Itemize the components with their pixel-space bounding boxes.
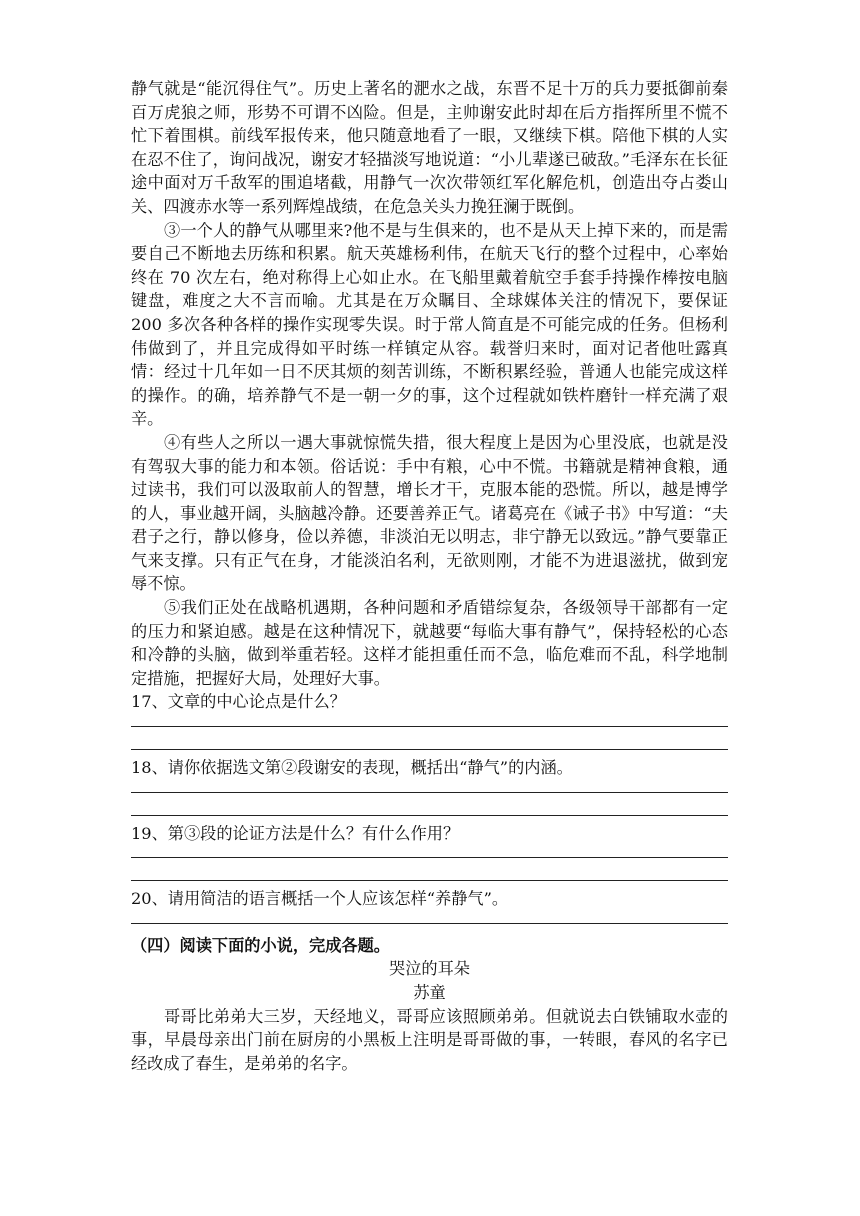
story-title: 哭泣的耳朵 <box>389 959 470 979</box>
paragraph-2-continued: 静气就是“能沉得住气”。历史上著名的淝水之战，东晋不足十万的兵力要抵御前秦百万虎狼之师，形势不可谓不凶险。但是，主帅谢安此时却在后方指挥所里不慌不忙下着围棋。前线军报传来，他只随意地看了一眼，又继续下棋。陪他下棋的人实在忍不住了，询问战况，谢安才轻描淡写地说道：“小儿辈遂已破敌。”毛泽东在长征途中面对万千敌军的围追堵截，用静气一次次带领红军化解危机，创造出夺占娄山关、四渡赤水等一系列辉煌战绩，在危急关头力挽狂澜于既倒。 <box>131 79 728 216</box>
paragraph-5: ⑤我们正处在战略机遇期，各种问题和矛盾错综复杂，各级领导干部都有一定的压力和紧迫感。越是在这种情况下，就越要“每临大事有静气”，保持轻松的心态和冷静的头脑，做到举重若轻。这样才能担重任而不急，临危难而不乱，科学地制定措施，把握好大局，处理好大事。 <box>131 598 728 688</box>
paragraph-3: ③一个人的静气从哪里来?他不是与生俱来的，也不是从天上掉下来的，而是需要自己不断地去历练和积累。航天英雄杨利伟，在航天飞行的整个过程中，心率始终在 70 次左右，绝对称得上心如止水。在飞船里戴着航空手套手持操作棒按电脑键盘，难度之大不言而喻。尤其是在万众瞩目、全球媒体关注的情况下，要保证 200 多次各种各样的操作实现零失误。时于常人简直是不可能完成的任务。但杨利伟做到了，并且完成得如平时练一样镇定从容。载誉归来时，面对记者他吐露真情：经过十几年如一日不厌其烦的刻苦训练，不断积累经验，普通人也能完成这样的操作。的确，培养静气不是一朝一夕的事，这个过程就如铁杵磨针一样充满了艰辛。 <box>131 220 728 429</box>
answer-line[interactable] <box>131 911 728 924</box>
answer-line[interactable] <box>131 714 728 727</box>
question-17: 17、文章的中心论点是什么？ <box>131 692 346 712</box>
answer-line[interactable] <box>131 845 728 858</box>
answer-line[interactable] <box>131 780 728 793</box>
story-author: 苏童 <box>413 983 446 1002</box>
story-paragraph-1: 哥哥比弟弟大三岁，天经地义，哥哥应该照顾弟弟。但就说去白铁铺取水壶的事，早晨母亲出门前在厨房的小黑板上注明是哥哥做的事，一转眼，春风的名字已经改成了春生，是弟弟的名字。 <box>131 1006 728 1073</box>
question-18: 18、请你依据选文第②段谢安的表现，概括出“静气”的内涵。 <box>131 758 573 778</box>
paragraph-4: ④有些人之所以一遇大事就惊慌失措，很大程度上是因为心里没底，也就是没有驾驭大事的能力和本领。俗话说：手中有粮，心中不慌。书籍就是精神食粮，通过读书，我们可以汲取前人的智慧，增长才干，克服本能的恐慌。所以，越是博学的人，事业越开阔，头脑越冷静。还要善养正气。诸葛亮在《诫子书》中写道：“夫君子之行，静以修身，俭以养德，非淡泊无以明志，非宁静无以致远。”静气要靠正气来支撑。只有正气在身，才能淡泊名利，无欲则刚，才能不为进退滋扰，做到宠辱不惊。 <box>131 432 728 594</box>
document-page <box>131 77 728 1075</box>
question-19: 19、第③段的论证方法是什么？有什么作用？ <box>131 823 460 843</box>
answer-line[interactable] <box>131 858 728 881</box>
section-heading: （四）阅读下面的小说，完成各题。 <box>131 935 390 955</box>
question-20: 20、请用简洁的语言概括一个人应该怎样“养静气”。 <box>131 889 509 909</box>
answer-line[interactable] <box>131 793 728 816</box>
answer-line[interactable] <box>131 727 728 750</box>
